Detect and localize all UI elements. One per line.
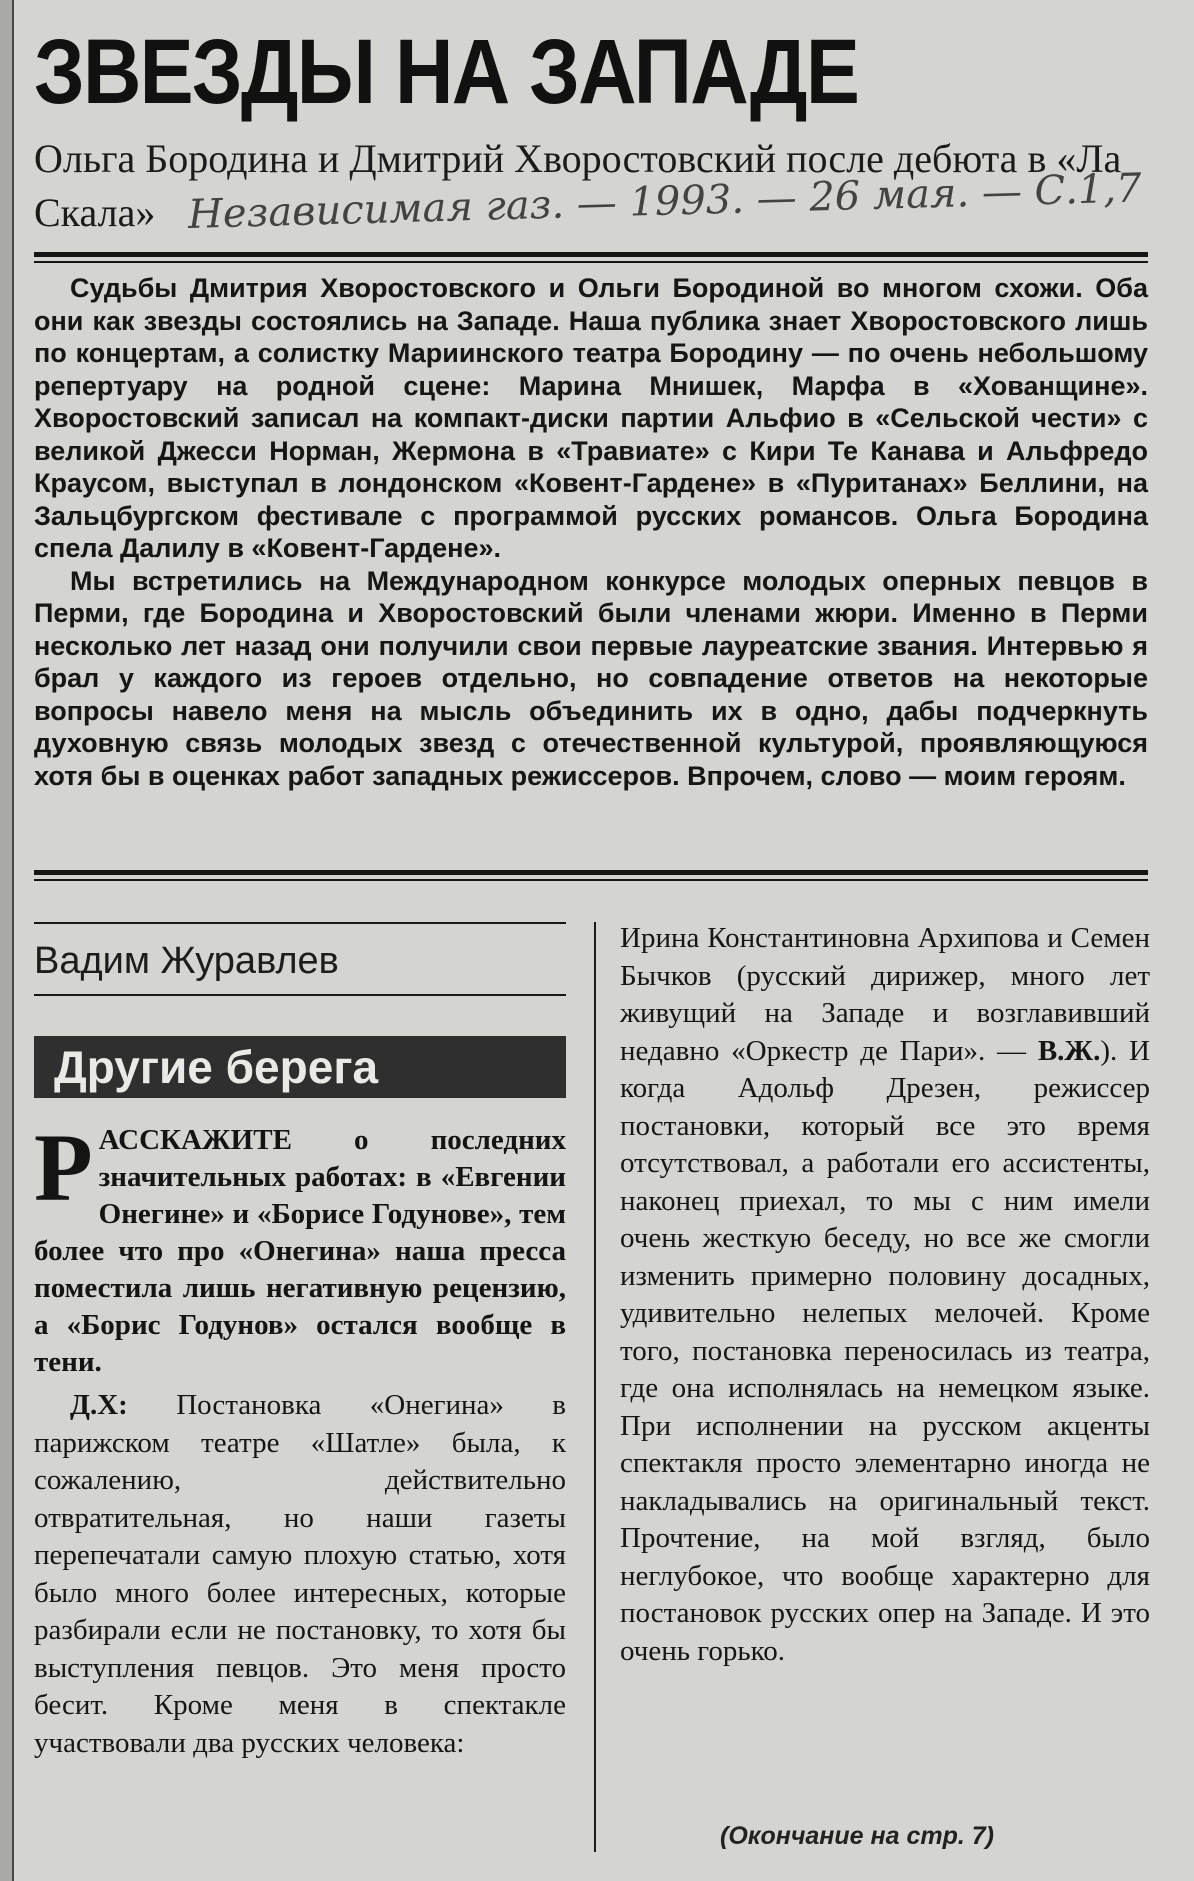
continued-note: (Окончание на стр. 7) bbox=[720, 1822, 994, 1850]
author-bottom-rule bbox=[34, 994, 566, 996]
right-column-text-continued: ). И когда Адольф Дрезен, режиссер постановки, который все это время отсутствовал, а работали его ассистенты, наконец приехал, то мы с ним имели очень жесткую беседу, но все же смогли изменить примерно половину досадных, удивительно нелепых мелочей. Кроме того, постановка переносилась из театра, где она исполнялась на немецком языке. При исполнении на русском акценты спектакля просто элементарно иногда не накладывались на оригинальный текст. Прочтение, на мой взгляд, было неглубокое, что вообще характерно для постановок русских опер на Западе. И это очень горько. bbox=[620, 1034, 1150, 1667]
interview-question bbox=[34, 1114, 566, 1381]
right-column-text: Ирина Константиновна Архипова и Семен Бычков (русский дирижер, много лет живущий на Западе и возглавивший недавно «Оркестр де Пари». — bbox=[620, 922, 1150, 1067]
lead-paragraph: Мы встретились на Международном конкурсе молодых оперных певцов в Перми, где Бородина и Хворостовский были членами жюри. Именно в Перми несколько лет назад они получили свои первые лауреатские звания. Интервью я брал у каждого из героев отдельно, но совпадение ответов на некоторые вопросы навело меня на мысль объединить их в одно, дабы подчеркнуть духовную связь молодых звезд с отечественной культурой, проявляющуюся хотя бы в оценках работ западных режиссеров. Впрочем, слово — моим героям. bbox=[34, 565, 1148, 791]
page-left-edge bbox=[0, 0, 14, 1881]
lead-divider bbox=[34, 870, 1148, 881]
question-text: АССКАЖИТЕ о последних значительных работах: в «Евгении Онегине» и «Борисе Годунове», тем более что про «Онегина» наша пресса поместила лишь негативную рецензию, а «Борис Годунов» остался вообще в тени. bbox=[34, 1124, 566, 1378]
speaker-label: Д.Х: bbox=[70, 1389, 128, 1421]
right-column bbox=[620, 920, 1150, 1670]
divider-thick-line bbox=[34, 870, 1148, 875]
divider-thick-line bbox=[34, 252, 1148, 257]
interview-answer bbox=[34, 1387, 566, 1762]
drop-cap: Р bbox=[34, 1114, 93, 1221]
lead-paragraph: Судьбы Дмитрия Хворостовского и Ольги Бородиной во многом схожи. Оба они как звезды состоялись на Западе. Наша публика знает Хворостовского лишь по концертам, а солистку Мариинского театра Бородину — по очень небольшому репертуару на родной сцене: Марина Мнишек, Марфа в «Хованщине». Хворостовский записал на компакт-диски партии Альфио в «Сельской чести» с великой Джесси Норман, Жермона в «Травиате» с Кири Те Канава и Альфредо Краусом, выступал в лондонском «Ковент-Гардене» в «Пуританах» Беллини, на Зальцбургском фестивале с программой русских романсов. Ольга Бородина спела Далилу в «Ковент-Гардене». bbox=[34, 273, 1148, 563]
handwritten-citation-note: Независимая газ. — 1993. — 26 мая. — С.1,7 bbox=[187, 165, 1143, 238]
headline: ЗВЕЗДЫ НА ЗАПАДЕ bbox=[34, 21, 859, 123]
divider-thin-line bbox=[34, 879, 1148, 881]
author-byline: Вадим Журавлев bbox=[34, 940, 339, 982]
divider-thin-line bbox=[34, 261, 1148, 263]
header-divider bbox=[34, 252, 1148, 263]
rubric-banner: Другие берега bbox=[34, 1036, 566, 1098]
author-initials: В.Ж. bbox=[1037, 1034, 1101, 1067]
left-column bbox=[34, 922, 566, 1762]
column-divider bbox=[594, 922, 596, 1852]
answer-text: Постановка «Онегина» в парижском театре «Шатле» была, к сожалению, действительно отвратительная, но наши газеты перепечатали самую плохую статью, хотя было много более интересных, которые разбирали если не постановку, то хотя бы выступления певцов. Это меня просто бесит. Кроме меня в спектакле участвовали два русских человека: bbox=[34, 1389, 566, 1759]
lead-paragraphs bbox=[34, 272, 1148, 792]
subtitle: Ольга Бородина и Дмитрий Хворостовский после дебюта в «Ла Скала» bbox=[34, 136, 1122, 235]
